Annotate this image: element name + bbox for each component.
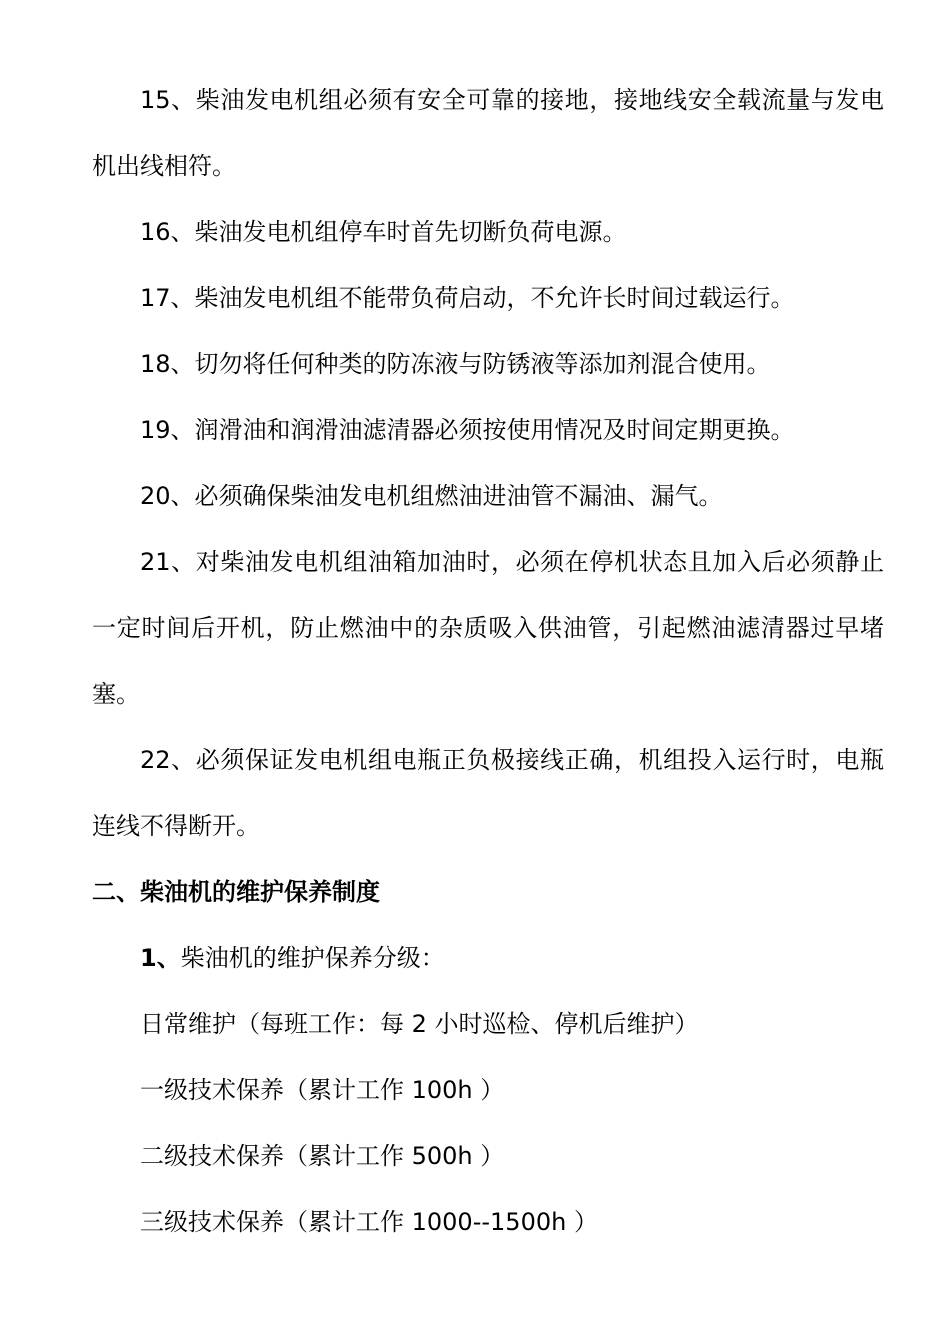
maintenance-level-2: 二级技术保养（累计工作 500h ） bbox=[140, 1142, 505, 1170]
maintenance-level-1: 一级技术保养（累计工作 100h ） bbox=[140, 1076, 505, 1104]
maintenance-level-3: 三级技术保养（累计工作 1000--1500h ） bbox=[140, 1208, 598, 1236]
rule-item-20: 20、必须确保柴油发电机组燃油进油管不漏油、漏气。 bbox=[140, 482, 723, 510]
section-heading: 二、柴油机的维护保养制度 bbox=[92, 878, 380, 906]
rule-item-15: 15、柴油发电机组必须有安全可靠的接地，接地线安全载流量与发电机出线相符。 bbox=[92, 86, 884, 180]
sub-item-text: 柴油机的维护保养分级： bbox=[180, 944, 445, 972]
sub-item-1 bbox=[92, 925, 884, 991]
rule-item-17: 17、柴油发电机组不能带负荷启动，不允许长时间过载运行。 bbox=[140, 284, 795, 312]
rule-item-16: 16、柴油发电机组停车时首先切断负荷电源。 bbox=[140, 218, 627, 246]
rule-item-18: 18、切勿将任何种类的防冻液与防锈液等添加剂混合使用。 bbox=[140, 350, 771, 378]
rule-item-22: 22、必须保证发电机组电瓶正负极接线正确，机组投入运行时，电瓶连线不得断开。 bbox=[92, 746, 884, 840]
rule-item-21: 21、对柴油发电机组油箱加油时，必须在停机状态且加入后必须静止一定时间后开机，防止燃油中的杂质吸入供油管，引起燃油滤清器过早堵塞。 bbox=[92, 548, 884, 708]
rule-item-19: 19、润滑油和润滑油滤清器必须按使用情况及时间定期更换。 bbox=[140, 416, 795, 444]
maintenance-level-daily: 日常维护（每班工作：每 2 小时巡检、停机后维护） bbox=[140, 1010, 699, 1038]
sub-item-number: 1、 bbox=[140, 944, 181, 972]
